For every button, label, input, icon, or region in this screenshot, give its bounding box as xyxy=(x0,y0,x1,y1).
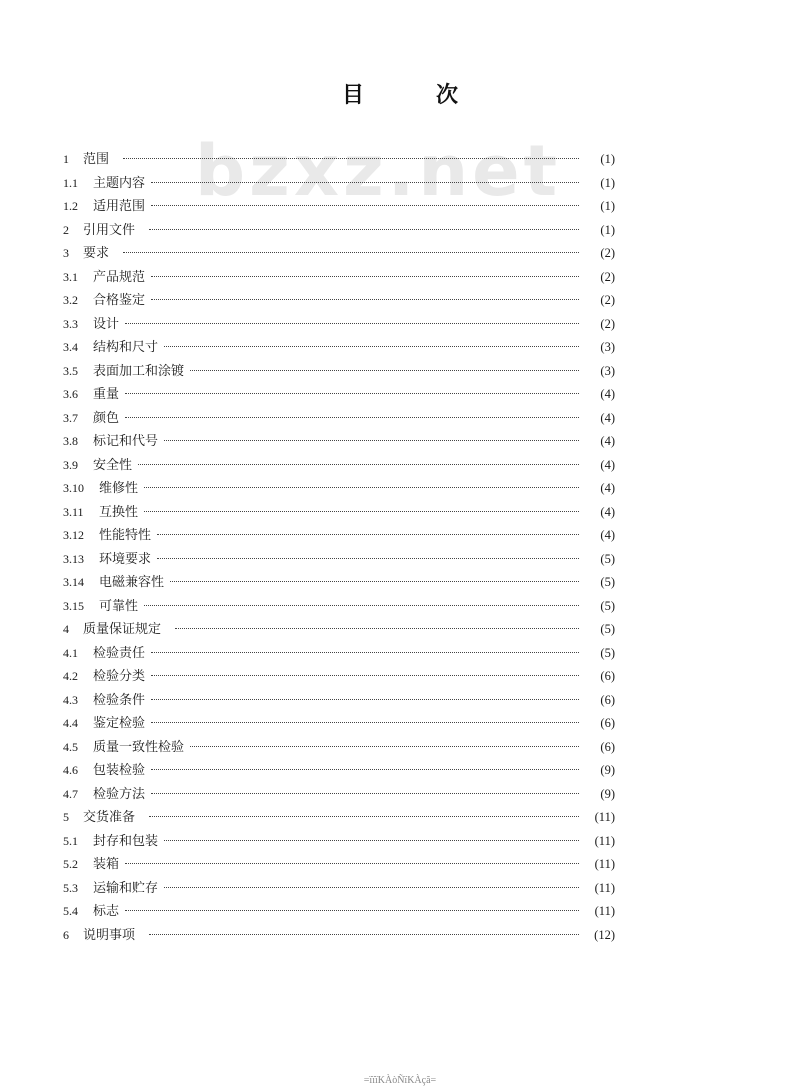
toc-entry-label: 可靠性 xyxy=(99,598,139,614)
toc-entry-label: 主题内容 xyxy=(93,175,146,191)
toc-entry-label: 交货准备 xyxy=(83,810,136,825)
toc-leader-dots xyxy=(151,182,579,183)
toc-entry-number: 1 xyxy=(63,152,69,166)
toc-entry-label: 表面加工和涂镀 xyxy=(93,363,185,379)
toc-entry-label: 重量 xyxy=(93,387,120,402)
toc-entry-label: 检验条件 xyxy=(93,692,146,708)
toc-entry-label: 设计 xyxy=(93,316,120,332)
toc-entry-number: 4.1 xyxy=(63,645,78,660)
toc-entry[interactable] xyxy=(63,689,615,713)
toc-leader-dots xyxy=(151,722,579,723)
toc-entry[interactable] xyxy=(63,877,615,901)
toc-entry-number: 4.4 xyxy=(63,716,78,730)
toc-entry-label: 包装检验 xyxy=(93,763,146,778)
toc-entry-label: 质量一致性检验 xyxy=(93,739,185,755)
title-char-1: 目 xyxy=(341,82,364,108)
toc-entry-label: 封存和包装 xyxy=(93,833,159,849)
toc-entry-number: 3.13 xyxy=(63,551,84,566)
toc-entry-number: 5.4 xyxy=(63,904,78,918)
toc-entry-number: 5.2 xyxy=(63,857,78,871)
toc-entry[interactable] xyxy=(63,172,615,196)
toc-entry-number: 3.12 xyxy=(63,528,84,542)
toc-leader-dots xyxy=(123,158,579,159)
toc-entry-label: 产品规范 xyxy=(93,269,146,285)
toc-entry-page: (4) xyxy=(600,387,615,401)
toc-leader-dots xyxy=(164,840,579,841)
toc-leader-dots xyxy=(170,581,579,582)
toc-entry[interactable] xyxy=(63,736,615,760)
toc-entry[interactable] xyxy=(63,595,615,619)
toc-entry-label: 合格鉴定 xyxy=(93,293,146,308)
toc-entry-page: (4) xyxy=(600,457,615,472)
toc-entry-number: 3.4 xyxy=(63,340,78,354)
toc-entry-number: 4 xyxy=(63,622,69,636)
toc-entry-number: 5 xyxy=(63,810,69,824)
toc-leader-dots xyxy=(190,746,579,747)
table-of-contents xyxy=(63,148,615,947)
toc-entry-number: 3.3 xyxy=(63,316,78,331)
toc-entry[interactable] xyxy=(63,383,615,407)
toc-entry-page: (1) xyxy=(600,175,615,190)
toc-entry-number: 5.1 xyxy=(63,833,78,848)
toc-entry[interactable] xyxy=(63,430,615,454)
toc-entry-label: 结构和尺寸 xyxy=(93,340,159,355)
toc-entry-label: 标志 xyxy=(93,904,120,919)
toc-entry-page: (5) xyxy=(600,645,615,660)
footer-text: =ïïïKÀòÑïKÀçã= xyxy=(363,1075,437,1086)
toc-entry[interactable] xyxy=(63,336,615,360)
toc-leader-dots xyxy=(125,323,579,324)
toc-entry-page: (6) xyxy=(600,692,615,707)
toc-entry-label: 安全性 xyxy=(93,457,133,473)
toc-entry-number: 3.11 xyxy=(63,504,84,519)
toc-leader-dots xyxy=(149,229,579,230)
toc-entry-label: 运输和贮存 xyxy=(93,880,159,896)
toc-entry-page: (11) xyxy=(594,880,615,895)
toc-leader-dots xyxy=(190,370,579,371)
toc-entry-number: 4.3 xyxy=(63,692,78,707)
toc-entry-page: (6) xyxy=(600,669,615,683)
toc-entry-number: 6 xyxy=(63,927,69,942)
toc-entry-label: 适用范围 xyxy=(93,199,146,214)
toc-entry-number: 4.6 xyxy=(63,763,78,777)
toc-entry-label: 鉴定检验 xyxy=(93,716,146,731)
toc-entry-number: 2 xyxy=(63,222,69,237)
toc-entry[interactable] xyxy=(63,524,615,548)
toc-entry-page: (5) xyxy=(600,622,615,636)
toc-leader-dots xyxy=(144,511,579,512)
toc-leader-dots xyxy=(151,205,579,206)
toc-entry-page: (9) xyxy=(600,763,615,777)
toc-entry-number: 3.15 xyxy=(63,598,84,613)
toc-entry[interactable] xyxy=(63,830,615,854)
toc-entry-number: 5.3 xyxy=(63,880,78,895)
toc-leader-dots xyxy=(157,534,579,535)
toc-entry-page: (9) xyxy=(600,786,615,801)
toc-entry-page: (2) xyxy=(600,293,615,307)
toc-entry-label: 检验分类 xyxy=(93,669,146,684)
toc-leader-dots xyxy=(164,887,579,888)
toc-leader-dots xyxy=(138,464,579,465)
toc-entry[interactable] xyxy=(63,900,615,924)
toc-leader-dots xyxy=(125,910,579,911)
toc-leader-dots xyxy=(157,558,579,559)
toc-entry-page: (4) xyxy=(600,528,615,542)
toc-entry-number: 3.2 xyxy=(63,293,78,307)
toc-entry[interactable] xyxy=(63,853,615,877)
toc-leader-dots xyxy=(164,440,579,441)
toc-leader-dots xyxy=(149,816,579,817)
toc-entry-label: 检验方法 xyxy=(93,786,146,802)
toc-entry-number: 3.8 xyxy=(63,434,78,448)
toc-entry[interactable] xyxy=(63,806,615,830)
toc-entry[interactable] xyxy=(63,219,615,243)
title-char-2: 次 xyxy=(436,82,459,108)
toc-entry[interactable] xyxy=(63,712,615,736)
toc-entry-number: 1.2 xyxy=(63,199,78,213)
toc-entry-page: (1) xyxy=(600,222,615,237)
watermark: bzxz.net xyxy=(195,130,562,212)
toc-entry-number: 3.10 xyxy=(63,481,84,495)
toc-entry-label: 要求 xyxy=(83,246,110,261)
toc-entry[interactable] xyxy=(63,642,615,666)
toc-entry[interactable] xyxy=(63,360,615,384)
toc-entry-page: (2) xyxy=(600,316,615,331)
toc-leader-dots xyxy=(144,605,579,606)
toc-leader-dots xyxy=(151,769,579,770)
toc-leader-dots xyxy=(164,346,579,347)
toc-leader-dots xyxy=(123,252,579,253)
toc-leader-dots xyxy=(125,863,579,864)
toc-entry-label: 互换性 xyxy=(99,504,139,520)
toc-entry-page: (6) xyxy=(600,716,615,730)
toc-entry[interactable] xyxy=(63,501,615,525)
toc-entry-number: 3.5 xyxy=(63,363,78,378)
toc-leader-dots xyxy=(151,299,579,300)
toc-entry-label: 性能特性 xyxy=(99,528,152,543)
toc-entry[interactable] xyxy=(63,313,615,337)
toc-entry-number: 3.6 xyxy=(63,387,78,401)
toc-entry-number: 3.14 xyxy=(63,575,84,589)
toc-entry-page: (12) xyxy=(594,927,615,942)
toc-entry-label: 装箱 xyxy=(93,857,120,872)
toc-entry-label: 标记和代号 xyxy=(93,434,159,449)
toc-entry-page: (6) xyxy=(600,739,615,754)
toc-entry-page: (4) xyxy=(600,434,615,448)
toc-entry-number: 3.7 xyxy=(63,410,78,425)
toc-entry[interactable] xyxy=(63,618,615,642)
toc-entry-page: (11) xyxy=(594,810,615,824)
toc-entry-page: (11) xyxy=(594,857,615,871)
toc-entry-page: (5) xyxy=(600,551,615,566)
toc-entry[interactable] xyxy=(63,454,615,478)
toc-entry-page: (1) xyxy=(600,152,615,166)
toc-entry-number: 4.7 xyxy=(63,786,78,801)
toc-leader-dots xyxy=(151,675,579,676)
toc-leader-dots xyxy=(151,699,579,700)
toc-entry-page: (4) xyxy=(600,504,615,519)
page-title xyxy=(0,78,800,109)
toc-entry-label: 检验责任 xyxy=(93,645,146,661)
toc-entry[interactable] xyxy=(63,289,615,313)
toc-leader-dots xyxy=(175,628,579,629)
toc-entry-page: (11) xyxy=(594,904,615,918)
toc-entry[interactable] xyxy=(63,477,615,501)
toc-leader-dots xyxy=(151,793,579,794)
toc-entry-page: (2) xyxy=(600,269,615,284)
toc-leader-dots xyxy=(151,652,579,653)
toc-leader-dots xyxy=(151,276,579,277)
toc-entry[interactable] xyxy=(63,665,615,689)
toc-entry-page: (5) xyxy=(600,575,615,589)
toc-entry[interactable] xyxy=(63,783,615,807)
toc-entry-label: 质量保证规定 xyxy=(83,622,162,637)
toc-leader-dots xyxy=(125,393,579,394)
toc-entry-label: 范围 xyxy=(83,152,110,167)
toc-entry-number: 4.5 xyxy=(63,739,78,754)
toc-entry-label: 环境要求 xyxy=(99,551,152,567)
toc-entry-number: 3.9 xyxy=(63,457,78,472)
toc-entry[interactable] xyxy=(63,924,615,948)
toc-entry-number: 1.1 xyxy=(63,175,78,190)
toc-leader-dots xyxy=(144,487,579,488)
toc-entry-label: 维修性 xyxy=(99,481,139,496)
toc-leader-dots xyxy=(149,934,579,935)
toc-entry-label: 颜色 xyxy=(93,410,120,426)
toc-entry-page: (4) xyxy=(600,410,615,425)
toc-entry-page: (1) xyxy=(600,199,615,213)
toc-entry-number: 4.2 xyxy=(63,669,78,683)
toc-entry-label: 电磁兼容性 xyxy=(99,575,165,590)
toc-entry-label: 说明事项 xyxy=(83,927,136,943)
toc-entry-number: 3.1 xyxy=(63,269,78,284)
toc-leader-dots xyxy=(125,417,579,418)
toc-entry[interactable] xyxy=(63,407,615,431)
toc-entry[interactable] xyxy=(63,195,615,219)
toc-entry[interactable] xyxy=(63,759,615,783)
toc-entry[interactable] xyxy=(63,266,615,290)
toc-entry[interactable] xyxy=(63,548,615,572)
toc-entry-page: (5) xyxy=(600,598,615,613)
toc-entry[interactable] xyxy=(63,242,615,266)
toc-entry-label: 引用文件 xyxy=(83,222,136,238)
toc-entry-page: (11) xyxy=(594,833,615,848)
toc-entry-page: (4) xyxy=(600,481,615,495)
toc-entry[interactable] xyxy=(63,148,615,172)
toc-entry-page: (3) xyxy=(600,340,615,354)
toc-entry-page: (3) xyxy=(600,363,615,378)
toc-entry[interactable] xyxy=(63,571,615,595)
toc-entry-page: (2) xyxy=(600,246,615,260)
toc-entry-number: 3 xyxy=(63,246,69,260)
